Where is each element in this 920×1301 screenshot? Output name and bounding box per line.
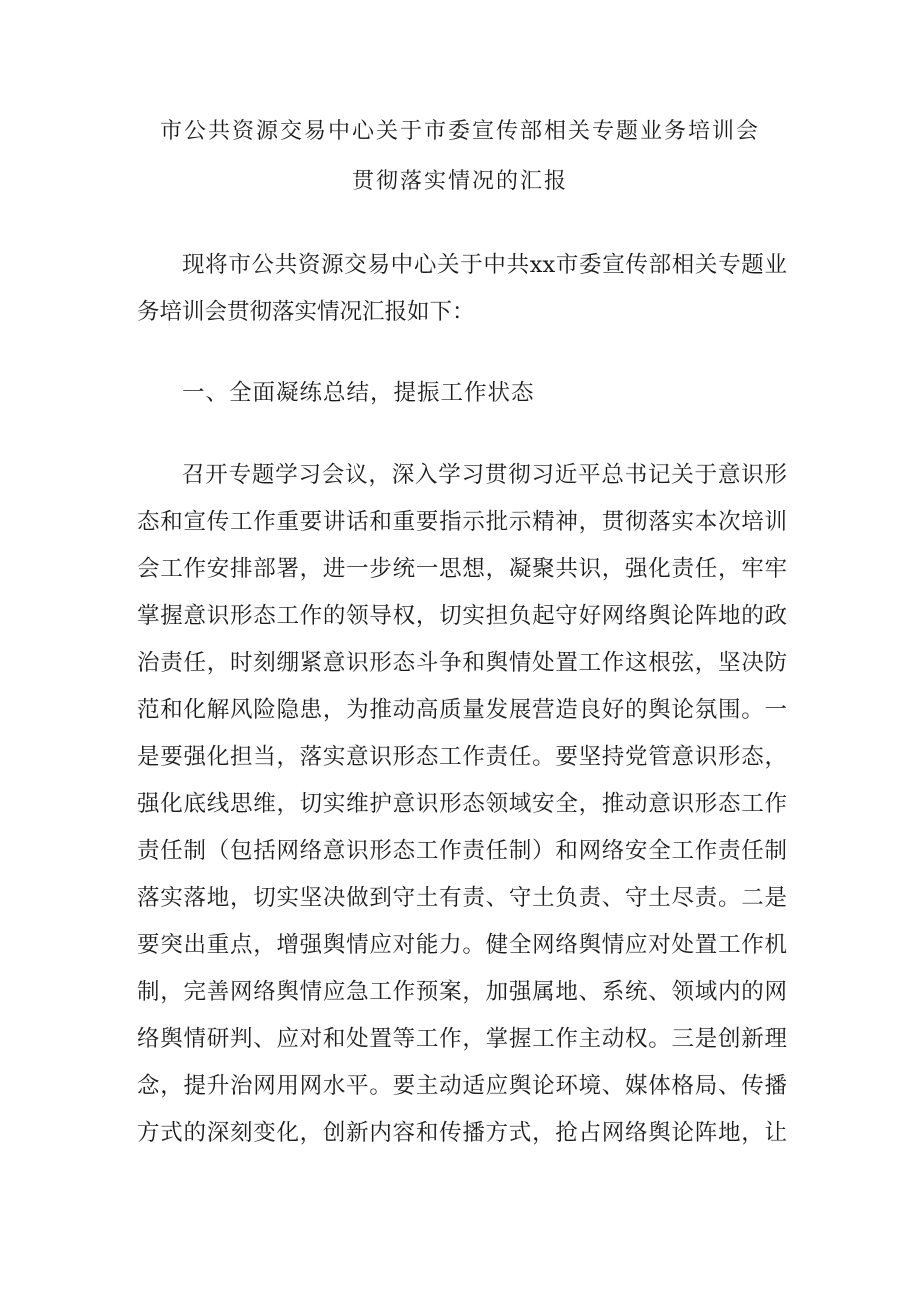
body-line: 范和化解风险隐患，为推动高质量发展营造良好的舆论氛围。一: [137, 697, 787, 723]
body-line: 责任制（包括网络意识形态工作责任制）和网络安全工作责任制: [137, 838, 787, 864]
body-line: 络舆情研判、应对和处置等工作，掌握工作主动权。三是创新理: [137, 1026, 787, 1052]
body-line: 要突出重点，增强舆情应对能力。健全网络舆情应对处置工作机: [137, 932, 787, 958]
body-line: 掌握意识形态工作的领导权，切实担负起守好网络舆论阵地的政: [137, 603, 787, 629]
body-line: 治责任，时刻绷紧意识形态斗争和舆情处置工作这根弦，坚决防: [137, 650, 787, 676]
document-title-line-2: 贯彻落实情况的汇报: [351, 169, 568, 194]
document-title-line-1: 市公共资源交易中心关于市委宣传部相关专题业务培训会: [159, 119, 760, 144]
body-line: 是要强化担当，落实意识形态工作责任。要坚持党管意识形态，: [137, 744, 787, 770]
intro-line-2: 务培训会贯彻落实情况汇报如下：: [137, 299, 475, 325]
body-line: 念，提升治网用网水平。要主动适应舆论环境、媒体格局、传播: [137, 1073, 787, 1099]
body-line: 方式的深刻变化，创新内容和传播方式，抢占网络舆论阵地，让: [137, 1120, 787, 1146]
body-line: 制，完善网络舆情应急工作预案，加强属地、系统、领域内的网: [137, 979, 787, 1005]
body-line: 落实落地，切实坚决做到守土有责、守土负责、守土尽责。二是: [137, 885, 787, 911]
body-line: 召开专题学习会议，深入学习贯彻习近平总书记关于意识形: [182, 462, 787, 488]
intro-line-1: 现将市公共资源交易中心关于中共xx市委宣传部相关专题业: [182, 252, 787, 278]
body-line: 强化底线思维，切实维护意识形态领域安全，推动意识形态工作: [137, 791, 787, 817]
body-line: 会工作安排部署，进一步统一思想，凝聚共识，强化责任，牢牢: [137, 556, 787, 582]
body-line: 态和宣传工作重要讲话和重要指示批示精神，贯彻落实本次培训: [137, 509, 787, 535]
section-heading: 一、全面凝练总结，提振工作状态: [182, 380, 535, 406]
